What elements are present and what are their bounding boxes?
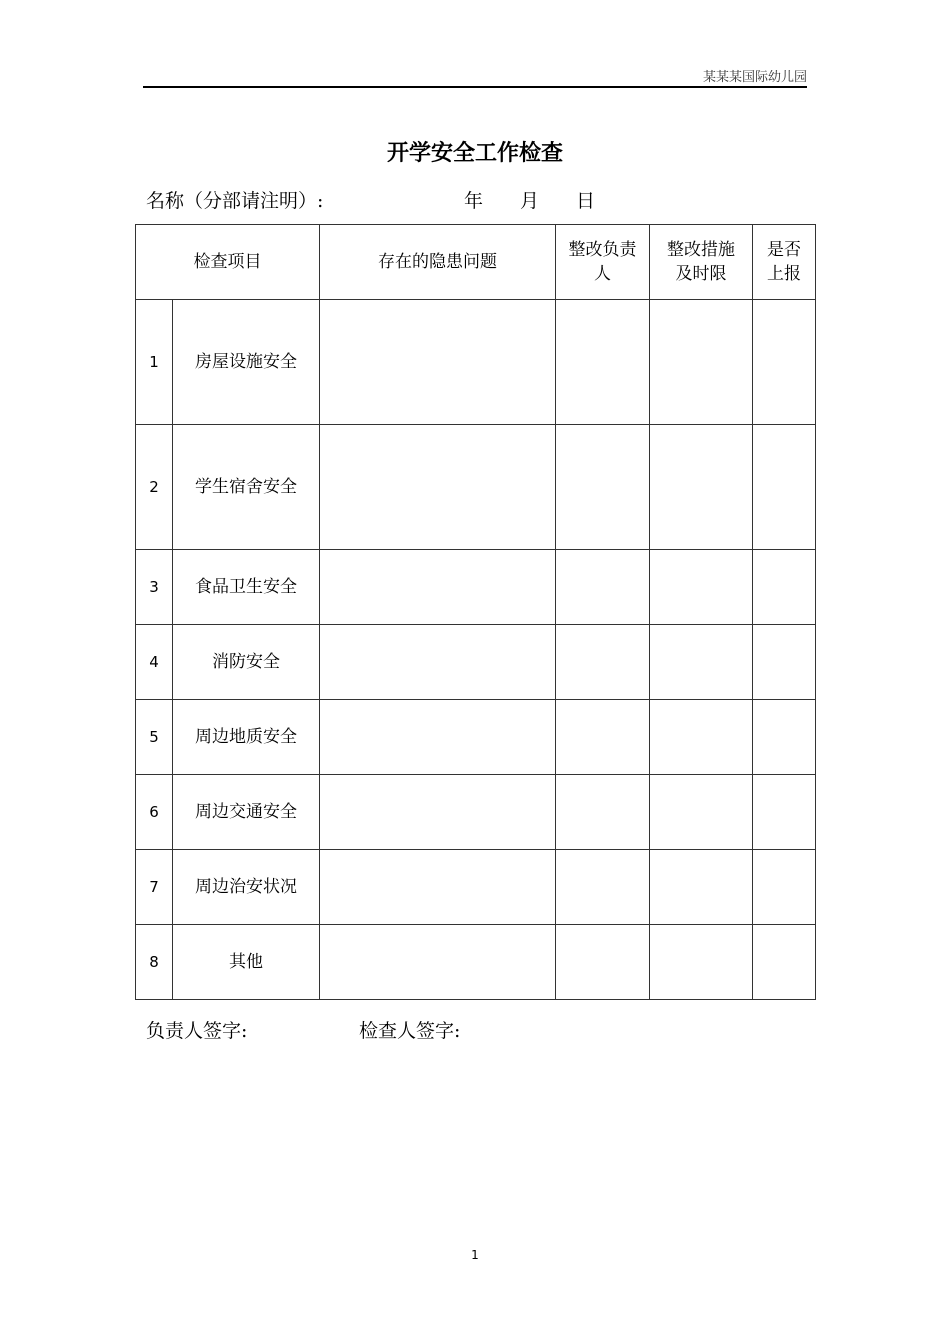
reported-cell[interactable] bbox=[753, 550, 816, 625]
header-issues: 存在的隐患问题 bbox=[320, 225, 556, 300]
row-number: 7 bbox=[136, 850, 173, 925]
table-row bbox=[136, 700, 816, 775]
row-item: 周边地质安全 bbox=[173, 700, 320, 775]
measures-cell[interactable] bbox=[650, 700, 753, 775]
header-owner bbox=[556, 225, 650, 300]
month-label: 月 bbox=[520, 190, 540, 212]
issues-cell[interactable] bbox=[320, 300, 556, 425]
header-rule bbox=[143, 86, 807, 88]
measures-cell[interactable] bbox=[650, 425, 753, 550]
row-item: 周边治安状况 bbox=[173, 850, 320, 925]
reported-cell[interactable] bbox=[753, 625, 816, 700]
header-reported-label: 是否上报 bbox=[767, 240, 801, 284]
table-row bbox=[136, 425, 816, 550]
reported-cell[interactable] bbox=[753, 925, 816, 1000]
table-row bbox=[136, 550, 816, 625]
row-item: 周边交通安全 bbox=[173, 775, 320, 850]
issues-cell[interactable] bbox=[320, 550, 556, 625]
name-label: 名称（分部请注明）: bbox=[146, 190, 324, 212]
table-row bbox=[136, 625, 816, 700]
row-item: 其他 bbox=[173, 925, 320, 1000]
owner-cell[interactable] bbox=[556, 775, 650, 850]
row-item: 房屋设施安全 bbox=[173, 300, 320, 425]
inspection-table bbox=[135, 224, 816, 1000]
header-check-item: 检查项目 bbox=[136, 225, 320, 300]
issues-cell[interactable] bbox=[320, 625, 556, 700]
owner-cell[interactable] bbox=[556, 300, 650, 425]
table-header-row bbox=[136, 225, 816, 300]
owner-cell[interactable] bbox=[556, 850, 650, 925]
page-title: 开学安全工作检查 bbox=[386, 140, 563, 166]
reported-cell[interactable] bbox=[753, 700, 816, 775]
header-measures-label: 整改措施及时限 bbox=[667, 240, 735, 284]
header-reported bbox=[753, 225, 816, 300]
table-row bbox=[136, 300, 816, 425]
reported-cell[interactable] bbox=[753, 300, 816, 425]
issues-cell[interactable] bbox=[320, 925, 556, 1000]
table-row bbox=[136, 925, 816, 1000]
header-organization: 某某某国际幼儿园 bbox=[702, 70, 807, 85]
row-number: 4 bbox=[136, 625, 173, 700]
measures-cell[interactable] bbox=[650, 775, 753, 850]
row-item: 学生宿舍安全 bbox=[173, 425, 320, 550]
header-owner-label: 整改负责人 bbox=[568, 240, 637, 284]
measures-cell[interactable] bbox=[650, 300, 753, 425]
owner-cell[interactable] bbox=[556, 925, 650, 1000]
row-number: 6 bbox=[136, 775, 173, 850]
row-number: 2 bbox=[136, 425, 173, 550]
row-number: 5 bbox=[136, 700, 173, 775]
measures-cell[interactable] bbox=[650, 550, 753, 625]
issues-cell[interactable] bbox=[320, 425, 556, 550]
owner-cell[interactable] bbox=[556, 550, 650, 625]
measures-cell[interactable] bbox=[650, 850, 753, 925]
issues-cell[interactable] bbox=[320, 850, 556, 925]
reported-cell[interactable] bbox=[753, 850, 816, 925]
measures-cell[interactable] bbox=[650, 925, 753, 1000]
row-item: 食品卫生安全 bbox=[173, 550, 320, 625]
table-row bbox=[136, 850, 816, 925]
year-label: 年 bbox=[464, 190, 484, 212]
issues-cell[interactable] bbox=[320, 700, 556, 775]
page-number: 1 bbox=[471, 1248, 479, 1262]
row-number: 3 bbox=[136, 550, 173, 625]
measures-cell[interactable] bbox=[650, 625, 753, 700]
header-measures bbox=[650, 225, 753, 300]
owner-signature-label: 负责人签字: bbox=[146, 1020, 248, 1042]
inspector-signature-label: 检查人签字: bbox=[359, 1020, 461, 1042]
day-label: 日 bbox=[576, 190, 596, 212]
meta-line bbox=[146, 186, 596, 213]
table-row bbox=[136, 775, 816, 850]
row-item: 消防安全 bbox=[173, 625, 320, 700]
issues-cell[interactable] bbox=[320, 775, 556, 850]
owner-cell[interactable] bbox=[556, 700, 650, 775]
owner-cell[interactable] bbox=[556, 625, 650, 700]
reported-cell[interactable] bbox=[753, 775, 816, 850]
row-number: 8 bbox=[136, 925, 173, 1000]
owner-cell[interactable] bbox=[556, 425, 650, 550]
reported-cell[interactable] bbox=[753, 425, 816, 550]
row-number: 1 bbox=[136, 300, 173, 425]
